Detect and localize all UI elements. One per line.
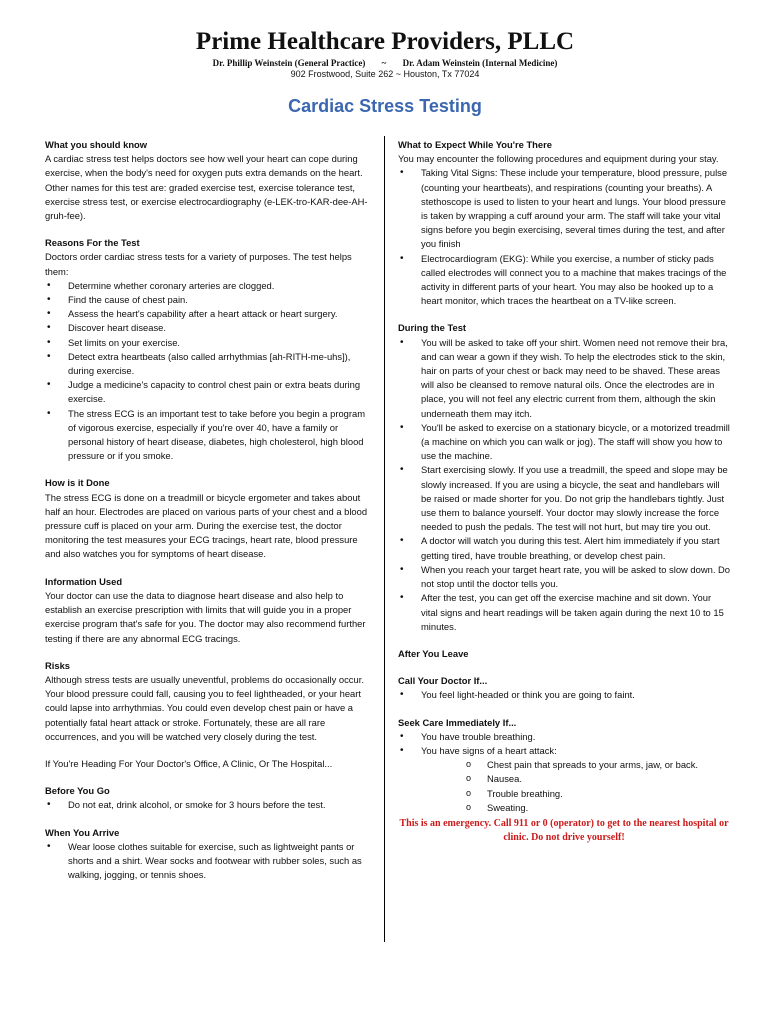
list-item: • The stress ECG is an important test to take before you begin a program of vigorous exercise, especially if you're over 40, have a family or personal history of heart disease, diabetes, high cholesterol, high blood pressure or if you smoke. xyxy=(45,407,375,464)
section-heading: What you should know xyxy=(45,139,148,150)
section-heading: Seek Care Immediately If... xyxy=(398,716,517,728)
section-text: Although stress tests are usually uneventful, problems do occasionally occur. Your blood pressure could fall, causing you to feel lightheaded, or your heart could lapse into arrhythmias. You could even develop chest pain or have a potentially fatal heart attack or stroke. Fortunately, these are all rare occurrences, and you will be watched very closely during the test. xyxy=(45,673,364,742)
list-item: • Find the cause of chest pain. xyxy=(45,293,375,307)
heart-attack-signs-list xyxy=(466,758,730,815)
list-item: • Taking Vital Signs: These include your temperature, blood pressure, pulse (counting your heartbeats), and respirations (counting your breaths). A stethoscope is used to listen to your heart and lungs. Your blood pressure is taken by wrapping a cuff around your arm. The staff will take your vital signs before you begin exercising, several times during the test, and after you finish xyxy=(398,166,730,251)
list-item: o Chest pain that spreads to your arms, jaw, or back. xyxy=(466,758,730,772)
doctor-separator: ~ xyxy=(381,58,387,68)
section-heading: During the Test xyxy=(398,322,467,334)
list-item: • Assess the heart's capability after a heart attack or heart surgery. xyxy=(45,307,375,321)
list-item: • When you reach your target heart rate, you will be asked to slow down. Do not stop until the doctor tells you. xyxy=(398,563,730,591)
list-item: • Electrocardiogram (EKG): While you exercise, a number of sticky pads called electrodes will connect you to a machine that makes tracings of the activity in different parts of your heart. You may also be hooked up to a heart monitor, which traces the heartbeat on a TV-like screen. xyxy=(398,252,730,309)
section-heading: Risks xyxy=(45,659,71,671)
list-item: • Detect extra heartbeats (also called arrhythmias [ah-RITH-me-uhs]), during exercise. xyxy=(45,350,375,378)
list-item: • You'll be asked to exercise on a stationary bicycle, or a motorized treadmill (a machine on which you can walk or jog). The staff will show you how to use the machine. xyxy=(398,421,730,464)
doctor-names xyxy=(0,58,770,68)
seek-list xyxy=(398,730,730,758)
column-divider xyxy=(384,136,385,942)
list-item: o Sweating. xyxy=(466,801,730,815)
list-item: • You have trouble breathing. xyxy=(398,730,730,744)
before-list xyxy=(45,798,375,812)
list-item: • You have signs of a heart attack: xyxy=(398,744,730,758)
arrive-list xyxy=(45,840,375,883)
document-title: Cardiac Stress Testing xyxy=(288,96,482,116)
list-item: • Judge a medicine's capacity to control chest pain or extra beats during exercise. xyxy=(45,378,375,406)
office-address: 902 Frostwood, Suite 262 ~ Houston, Tx 77024 xyxy=(290,69,480,79)
letterhead xyxy=(0,28,770,79)
list-item: • Discover heart disease. xyxy=(45,321,375,335)
section-heading: What to Expect While You're There xyxy=(398,139,552,150)
section-heading: When You Arrive xyxy=(45,826,120,838)
doctor-general-practice: Dr. Phillip Weinstein (General Practice) xyxy=(212,58,366,68)
organization-name: Prime Healthcare Providers, PLLC xyxy=(195,28,575,55)
list-item: • Do not eat, drink alcohol, or smoke for 3 hours before the test. xyxy=(45,798,375,812)
list-item: • Determine whether coronary arteries are clogged. xyxy=(45,279,375,293)
section-text: A cardiac stress test helps doctors see how well your heart can cope during exercise, when the body's need for oxygen puts extra demands on the heart. Other names for this test are: graded exercise test, exercise tolerance test, exercise stress test, or exercise electrocardiography (e-LEK-tro-KAR-dee-AH-gruh-fee). xyxy=(45,153,368,222)
section-heading: Call Your Doctor If... xyxy=(398,675,488,687)
list-item: o Trouble breathing. xyxy=(466,787,730,801)
right-column xyxy=(398,138,730,846)
section-text: You may encounter the following procedures and equipment during your stay. xyxy=(398,153,719,165)
section-text: Doctors order cardiac stress tests for a variety of purposes. The test helps them: xyxy=(45,251,352,277)
expect-list xyxy=(398,166,730,308)
section-heading: After You Leave xyxy=(398,647,469,659)
section-text: Your doctor can use the data to diagnose heart disease and also help to establish an exercise prescription with limits that will guide you in a proper exercise program that's safe for you. The doctor may also recommend further testing if there are any abnormal ECG tracings. xyxy=(45,589,366,644)
emergency-notice: This is an emergency. Call 911 or 0 (operator) to get to the nearest hospital or clinic. Do not drive yourself! xyxy=(399,817,729,844)
list-item: • You feel light-headed or think you are going to faint. xyxy=(398,688,730,702)
section-heading: Reasons For the Test xyxy=(45,237,140,249)
doctor-internal-medicine: Dr. Adam Weinstein (Internal Medicine) xyxy=(402,58,558,68)
list-item: • You will be asked to take off your shirt. Women need not remove their bra, and can wear a gown if they wish. To help the electrodes stick to the skin, hair on parts of your chest or back may need to be shaved. These areas will also be cleansed to remove natural oils. Once the electrodes are in place, you will not feel any electric current from them, although the skin underneath them may itch. xyxy=(398,336,730,421)
section-heading: How is it Done xyxy=(45,477,110,489)
section-text: The stress ECG is done on a treadmill or bicycle ergometer and takes about half an hour. Electrodes are placed on various parts of your chest and a blood pressure cuff is placed on your arm. During the exercise test, the doctor monitoring the test measures your ECG tracings, heart rate, blood pressure and also watches you for symptoms of heart disease. xyxy=(45,491,368,560)
list-item: • After the test, you can get off the exercise machine and sit down. Your vital signs and heart readings will be taken again during the next 10 to 15 minutes. xyxy=(398,591,730,634)
list-item: • A doctor will watch you during this test. Alert him immediately if you start getting tired, have trouble breathing, or develop chest pain. xyxy=(398,534,730,562)
left-column xyxy=(45,138,375,882)
section-heading: Before You Go xyxy=(45,785,110,797)
call-list xyxy=(398,688,730,702)
list-item: • Set limits on your exercise. xyxy=(45,336,375,350)
list-item: o Nausea. xyxy=(466,772,730,786)
during-list xyxy=(398,336,730,634)
heading-to-note: If You're Heading For Your Doctor's Office, A Clinic, Or The Hospital... xyxy=(45,757,333,769)
reasons-list xyxy=(45,279,375,464)
list-item: • Start exercising slowly. If you use a treadmill, the speed and slope may be slowly increased. If you are using a bicycle, the seat and handlebars will be raised or made shorter for you. Do not grip the handlebars tightly. Just use them to balance yourself. Your doctor may slowly increase the force needed to push the pedals. The test will not hurt, but may tire you out. xyxy=(398,463,730,534)
section-heading: Information Used xyxy=(45,575,123,587)
list-item: • Wear loose clothes suitable for exercise, such as lightweight pants or shorts and a shirt. Wear socks and footwear with rubber soles, such as walking, jogging, or tennis shoes. xyxy=(45,840,375,883)
